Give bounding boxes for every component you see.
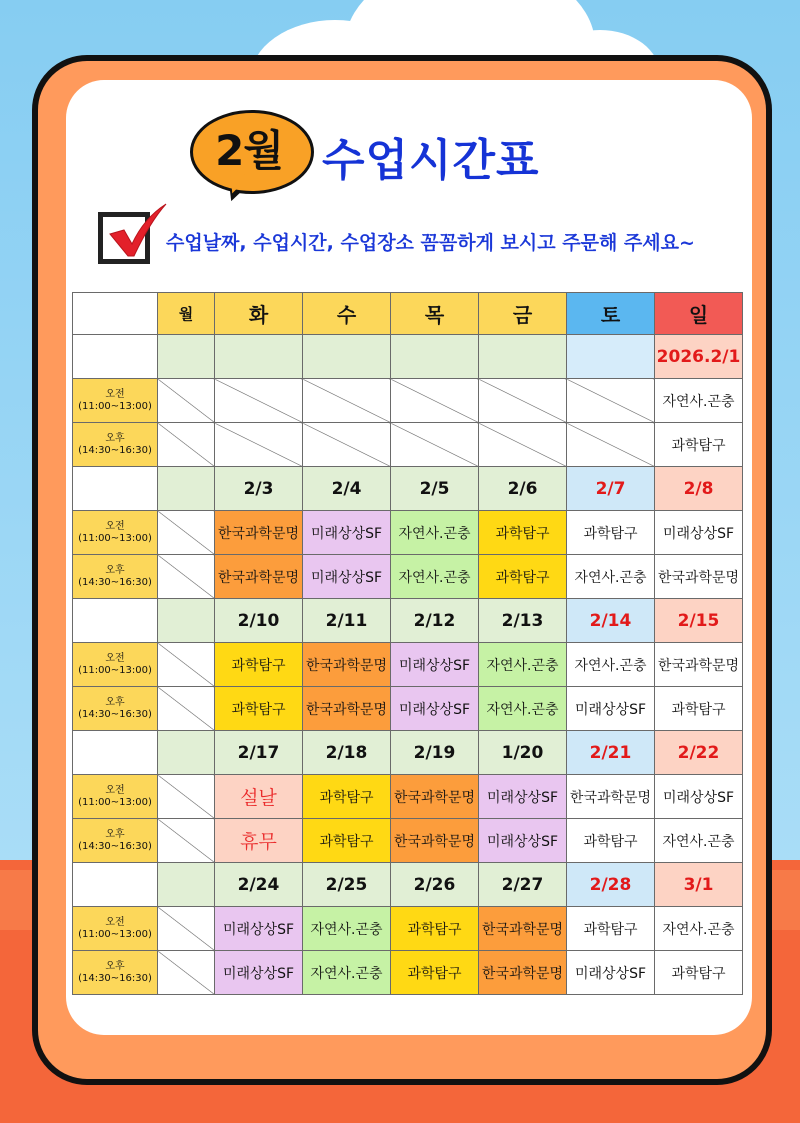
date-cell xyxy=(479,335,567,379)
class-cell: 한국과학문명 xyxy=(655,643,743,687)
date-row xyxy=(73,335,743,379)
class-cell: 과학탐구 xyxy=(655,951,743,995)
date-cell: 2/3 xyxy=(215,467,303,511)
corner-cell xyxy=(73,293,158,335)
date-cell: 2026.2/1 xyxy=(655,335,743,379)
class-cell: 미래상상SF xyxy=(391,687,479,731)
slot-name: 오전 xyxy=(105,652,125,664)
weekday-header: 일 xyxy=(655,293,743,335)
slot-time: (11:00~13:00) xyxy=(78,532,152,544)
time-slot-row xyxy=(73,687,743,731)
schedule-table xyxy=(72,292,743,995)
class-cell: 한국과학문명 xyxy=(655,555,743,599)
time-slot-row xyxy=(73,951,743,995)
weekday-header: 토 xyxy=(567,293,655,335)
date-cell: 2/25 xyxy=(303,863,391,907)
closed-cell-mon xyxy=(158,555,215,599)
class-cell: 자연사.곤충 xyxy=(567,643,655,687)
date-row xyxy=(73,731,743,775)
date-row-label xyxy=(73,863,158,907)
class-cell: 과학탐구 xyxy=(655,687,743,731)
class-cell: 미래상상SF xyxy=(303,511,391,555)
date-cell: 2/19 xyxy=(391,731,479,775)
slot-name: 오전 xyxy=(105,520,125,532)
class-cell: 자연사.곤충 xyxy=(391,555,479,599)
date-cell: 2/13 xyxy=(479,599,567,643)
slot-time: (14:30~16:30) xyxy=(78,972,152,984)
date-cell: 2/21 xyxy=(567,731,655,775)
class-cell: 자연사.곤충 xyxy=(303,907,391,951)
weekday-header: 금 xyxy=(479,293,567,335)
closed-cell-mon xyxy=(158,379,215,423)
closed-cell xyxy=(303,423,391,467)
class-cell: 자연사.곤충 xyxy=(479,687,567,731)
date-cell-mon xyxy=(158,599,215,643)
class-cell: 과학탐구 xyxy=(479,511,567,555)
class-cell: 한국과학문명 xyxy=(215,555,303,599)
class-cell: 과학탐구 xyxy=(655,423,743,467)
class-cell: 한국과학문명 xyxy=(303,643,391,687)
time-slot-row xyxy=(73,775,743,819)
date-cell: 2/22 xyxy=(655,731,743,775)
closed-cell-mon xyxy=(158,951,215,995)
closed-cell xyxy=(479,423,567,467)
date-cell xyxy=(215,335,303,379)
date-cell: 2/17 xyxy=(215,731,303,775)
class-cell: 과학탐구 xyxy=(479,555,567,599)
date-cell: 2/24 xyxy=(215,863,303,907)
date-row-label xyxy=(73,731,158,775)
time-slot-label xyxy=(73,555,158,599)
date-cell: 2/12 xyxy=(391,599,479,643)
time-slot-row xyxy=(73,555,743,599)
class-cell: 미래상상SF xyxy=(479,775,567,819)
time-slot-label xyxy=(73,687,158,731)
closed-cell xyxy=(215,379,303,423)
time-slot-row xyxy=(73,907,743,951)
closed-cell xyxy=(391,379,479,423)
class-cell: 미래상상SF xyxy=(567,951,655,995)
closed-cell xyxy=(567,379,655,423)
time-slot-row xyxy=(73,423,743,467)
class-cell: 한국과학문명 xyxy=(479,951,567,995)
class-cell: 과학탐구 xyxy=(303,819,391,863)
date-row-label xyxy=(73,599,158,643)
class-cell: 자연사.곤충 xyxy=(303,951,391,995)
class-cell: 한국과학문명 xyxy=(391,775,479,819)
time-slot-label xyxy=(73,951,158,995)
slot-time: (14:30~16:30) xyxy=(78,576,152,588)
class-cell: 자연사.곤충 xyxy=(479,643,567,687)
date-cell xyxy=(303,335,391,379)
closed-cell xyxy=(303,379,391,423)
date-cell xyxy=(567,335,655,379)
notice-text: 수업날짜, 수업시간, 수업장소 꼼꼼하게 보시고 주문해 주세요~ xyxy=(166,232,695,254)
weekday-header-row xyxy=(73,293,743,335)
date-row xyxy=(73,863,743,907)
class-cell: 과학탐구 xyxy=(567,511,655,555)
date-row xyxy=(73,467,743,511)
class-cell: 한국과학문명 xyxy=(303,687,391,731)
date-cell: 2/11 xyxy=(303,599,391,643)
time-slot-label xyxy=(73,423,158,467)
page-title: 수업시간표 xyxy=(322,135,540,186)
class-cell: 과학탐구 xyxy=(391,951,479,995)
closed-cell-mon xyxy=(158,775,215,819)
class-cell: 미래상상SF xyxy=(655,775,743,819)
date-row-label xyxy=(73,467,158,511)
time-slot-label xyxy=(73,907,158,951)
time-slot-label xyxy=(73,643,158,687)
weekday-header: 목 xyxy=(391,293,479,335)
date-cell: 2/15 xyxy=(655,599,743,643)
slot-name: 오후 xyxy=(105,828,125,840)
date-row-label xyxy=(73,335,158,379)
time-slot-label xyxy=(73,775,158,819)
closed-cell-mon xyxy=(158,907,215,951)
class-cell: 휴무 xyxy=(215,819,303,863)
class-cell: 자연사.곤충 xyxy=(567,555,655,599)
closed-cell-mon xyxy=(158,511,215,555)
weekday-header: 화 xyxy=(215,293,303,335)
date-cell: 2/6 xyxy=(479,467,567,511)
closed-cell xyxy=(215,423,303,467)
date-cell: 2/5 xyxy=(391,467,479,511)
class-cell: 한국과학문명 xyxy=(391,819,479,863)
checkmark-icon xyxy=(104,200,168,260)
date-cell-mon xyxy=(158,731,215,775)
date-cell-mon xyxy=(158,335,215,379)
class-cell: 자연사.곤충 xyxy=(655,819,743,863)
slot-time: (11:00~13:00) xyxy=(78,928,152,940)
class-cell: 과학탐구 xyxy=(567,819,655,863)
weekday-header: 월 xyxy=(158,293,215,335)
date-cell xyxy=(391,335,479,379)
closed-cell xyxy=(567,423,655,467)
date-cell-mon xyxy=(158,467,215,511)
weekday-header: 수 xyxy=(303,293,391,335)
slot-name: 오후 xyxy=(105,696,125,708)
closed-cell-mon xyxy=(158,643,215,687)
class-cell: 과학탐구 xyxy=(303,775,391,819)
class-cell: 미래상상SF xyxy=(215,907,303,951)
slot-time: (14:30~16:30) xyxy=(78,840,152,852)
slot-name: 오전 xyxy=(105,388,125,400)
class-cell: 한국과학문명 xyxy=(479,907,567,951)
date-cell: 2/28 xyxy=(567,863,655,907)
class-cell: 미래상상SF xyxy=(479,819,567,863)
class-cell: 한국과학문명 xyxy=(567,775,655,819)
month-label: 2월 xyxy=(215,126,283,175)
slot-name: 오후 xyxy=(105,432,125,444)
slot-name: 오전 xyxy=(105,916,125,928)
slot-name: 오전 xyxy=(105,784,125,796)
class-cell: 과학탐구 xyxy=(567,907,655,951)
date-cell: 2/8 xyxy=(655,467,743,511)
date-cell: 2/7 xyxy=(567,467,655,511)
time-slot-row xyxy=(73,643,743,687)
slot-name: 오후 xyxy=(105,564,125,576)
date-cell: 1/20 xyxy=(479,731,567,775)
class-cell: 자연사.곤충 xyxy=(655,379,743,423)
class-cell: 미래상상SF xyxy=(567,687,655,731)
class-cell: 자연사.곤충 xyxy=(391,511,479,555)
class-cell: 미래상상SF xyxy=(391,643,479,687)
class-cell: 자연사.곤충 xyxy=(655,907,743,951)
class-cell: 미래상상SF xyxy=(303,555,391,599)
time-slot-label xyxy=(73,511,158,555)
class-cell: 설날 xyxy=(215,775,303,819)
class-cell: 한국과학문명 xyxy=(215,511,303,555)
slot-time: (14:30~16:30) xyxy=(78,444,152,456)
date-cell-mon xyxy=(158,863,215,907)
slot-name: 오후 xyxy=(105,960,125,972)
date-cell: 2/26 xyxy=(391,863,479,907)
slot-time: (11:00~13:00) xyxy=(78,796,152,808)
date-cell: 2/10 xyxy=(215,599,303,643)
time-slot-row xyxy=(73,379,743,423)
date-row xyxy=(73,599,743,643)
slot-time: (14:30~16:30) xyxy=(78,708,152,720)
date-cell: 2/18 xyxy=(303,731,391,775)
class-cell: 과학탐구 xyxy=(391,907,479,951)
slot-time: (11:00~13:00) xyxy=(78,400,152,412)
date-cell: 2/14 xyxy=(567,599,655,643)
closed-cell-mon xyxy=(158,423,215,467)
closed-cell-mon xyxy=(158,819,215,863)
class-cell: 미래상상SF xyxy=(655,511,743,555)
date-cell: 2/27 xyxy=(479,863,567,907)
date-cell: 3/1 xyxy=(655,863,743,907)
time-slot-label xyxy=(73,379,158,423)
date-cell: 2/4 xyxy=(303,467,391,511)
time-slot-row xyxy=(73,819,743,863)
class-cell: 과학탐구 xyxy=(215,687,303,731)
time-slot-row xyxy=(73,511,743,555)
closed-cell-mon xyxy=(158,687,215,731)
class-cell: 미래상상SF xyxy=(215,951,303,995)
closed-cell xyxy=(479,379,567,423)
time-slot-label xyxy=(73,819,158,863)
closed-cell xyxy=(391,423,479,467)
class-cell: 과학탐구 xyxy=(215,643,303,687)
slot-time: (11:00~13:00) xyxy=(78,664,152,676)
